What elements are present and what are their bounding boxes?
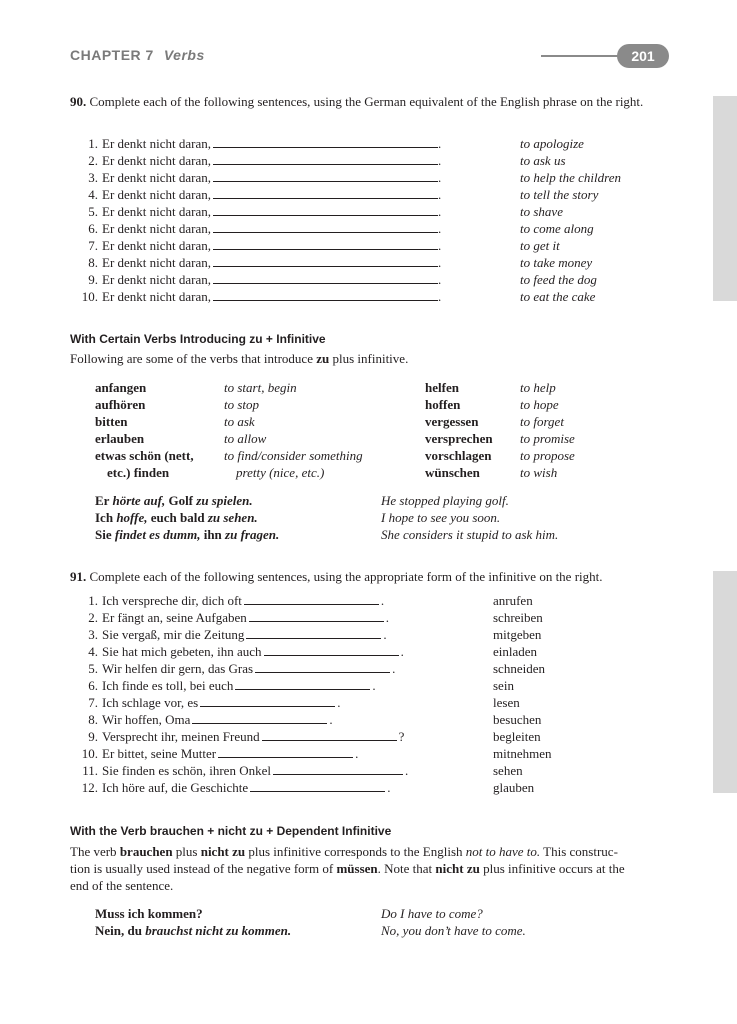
example-english: No, you don’t have to come. [381,923,526,938]
item-end: . [404,763,409,778]
answer-blank[interactable] [235,677,370,690]
answer-blank[interactable] [213,186,438,199]
item-hint: besuchen [493,712,542,727]
item-end: . [438,289,442,304]
vocab-english: to wish [520,465,558,480]
exercise-item [76,592,384,609]
vocab-german: etwas schön (nett, [95,448,194,463]
vocab-german: versprechen [425,431,493,446]
answer-blank[interactable] [213,169,438,182]
example-part: euch bald [147,510,208,525]
item-end: . [355,746,359,761]
answer-blank[interactable] [213,237,438,250]
item-number: 12. [81,780,98,795]
section-heading: With the Verb brauchen + nicht zu + Dependent Infinitive [70,824,392,838]
item-number: 6. [88,221,98,236]
item-number: 11. [82,763,98,778]
example-part: Ich [95,510,117,525]
item-stem: Ich höre auf, die Geschichte [102,780,249,795]
example-english: Do I have to come? [381,906,483,921]
item-end: . [438,272,442,287]
section-heading: With Certain Verbs Introducing zu + Infinitive [70,332,326,346]
exercise-item [76,203,441,220]
item-end: ? [398,729,405,744]
item-end: . [372,678,376,693]
vocab-english: to hope [520,397,559,412]
page-number: 201 [617,44,669,68]
item-stem: Er denkt nicht daran, [102,170,212,185]
item-stem: Er denkt nicht daran, [102,221,212,236]
item-end: . [438,221,442,236]
item-number: 2. [88,153,98,168]
item-end: . [380,593,385,608]
item-number: 3. [88,627,98,642]
item-hint: mitgeben [493,627,542,642]
exercise-item [76,779,390,796]
item-hint: to apologize [520,136,584,151]
exercise-number: 90. [70,94,87,109]
example-german [95,526,279,543]
example-part: Er [95,493,113,508]
item-end: . [387,780,391,795]
item-stem: Wir hoffen, Oma [102,712,191,727]
vocab-german: wünschen [425,465,480,480]
vocab-english: to help [520,380,556,395]
item-hint: lesen [493,695,520,710]
item-stem: Er bittet, seine Mutter [102,746,217,761]
exercise-item [76,152,441,169]
item-hint: schneiden [493,661,545,676]
vocab-english: to start, begin [224,380,297,395]
exercise-item [76,220,441,237]
answer-blank[interactable] [250,779,385,792]
item-end: . [438,170,442,185]
item-number: 10. [81,746,98,761]
example-part: findet es dumm, [114,527,201,542]
exercise-item [76,271,441,288]
exercise-item [76,660,395,677]
answer-blank[interactable] [192,711,327,724]
exercise-item [76,169,441,186]
item-stem: Er denkt nicht daran, [102,153,212,168]
item-number: 5. [88,661,98,676]
item-hint: begleiten [493,729,541,744]
instruction-text: Complete each of the following sentences, using the German equivalent of the English phrase on the right. [89,94,644,109]
item-hint: schreiben [493,610,543,625]
item-end: . [383,627,387,642]
item-hint: mitnehmen [493,746,552,761]
vocab-german: erlauben [95,431,145,446]
exercise-item [76,643,404,660]
answer-blank[interactable] [213,203,438,216]
item-end: . [400,644,404,659]
item-stem: Versprecht ihr, meinen Freund [102,729,260,744]
vocab-german: hoffen [425,397,461,412]
exercise-item [76,711,333,728]
item-hint: to help the children [520,170,621,185]
exercise-item [76,186,441,203]
vocab-english: to propose [520,448,575,463]
item-stem: Er denkt nicht daran, [102,255,212,270]
example-part: ihn [200,527,226,542]
example-part: Sie [95,527,115,542]
vocab-english: to allow [224,431,267,446]
item-hint: anrufen [493,593,533,608]
example-german [95,509,258,526]
exercise-number: 91. [70,569,87,584]
example-part: zu sehen. [207,510,258,525]
chapter-subject: Verbs [163,47,205,63]
item-hint: to take money [520,255,593,270]
exercise-item [76,728,404,745]
answer-blank[interactable] [213,152,438,165]
item-number: 2. [88,610,98,625]
answer-blank[interactable] [218,745,353,758]
item-hint: sein [493,678,514,693]
exercise-item [76,135,441,152]
item-end: . [438,204,442,219]
item-hint: glauben [493,780,535,795]
vocab-german: anfangen [95,380,147,395]
answer-blank[interactable] [213,271,438,284]
item-end: . [438,187,442,202]
item-hint: sehen [493,763,523,778]
example-german [95,492,253,509]
answer-blank[interactable] [273,762,403,775]
example-german: Nein, du brauchst nicht zu kommen. [95,923,292,938]
item-number: 9. [88,272,98,287]
example-part: zu spielen. [196,493,253,508]
item-stem: Er denkt nicht daran, [102,204,212,219]
item-hint: to eat the cake [520,289,596,304]
item-stem: Sie vergaß, mir die Zeitung [102,627,245,642]
answer-blank[interactable] [213,288,438,301]
item-stem: Er fängt an, seine Aufgaben [102,610,247,625]
vocab-english: to ask [224,414,255,429]
item-end: . [385,610,390,625]
item-end: . [438,255,442,270]
item-hint: to tell the story [520,187,599,202]
vocab-english: to promise [520,431,575,446]
example-english: I hope to see you soon. [381,510,501,525]
answer-blank[interactable] [213,254,438,267]
vocab-english: to find/consider something [224,448,363,463]
item-number: 1. [88,593,98,608]
item-number: 7. [88,238,98,253]
instruction-text: Complete each of the following sentences, using the appropriate form of the infinitive on the right. [89,569,603,584]
item-end: . [337,695,341,710]
answer-blank[interactable] [249,609,384,622]
chapter-header [70,47,205,63]
item-end: . [392,661,396,676]
answer-blank[interactable] [213,220,438,233]
item-stem: Er denkt nicht daran, [102,136,212,151]
item-end: . [438,153,442,168]
exercise-item [76,237,441,254]
item-hint: to come along [520,221,594,236]
item-end: . [329,712,333,727]
exercise-item [76,745,358,762]
exercise-91-instruction [70,568,670,585]
vocab-german: vergessen [425,414,479,429]
vocab-english: to forget [520,414,564,429]
item-hint: to feed the dog [520,272,597,287]
answer-blank[interactable] [213,135,438,148]
item-stem: Sie finden es schön, ihren Onkel [102,763,271,778]
item-hint: to ask us [520,153,566,168]
item-hint: to get it [520,238,560,253]
item-stem: Sie hat mich gebeten, ihn auch [102,644,262,659]
example-german: Muss ich kommen? [95,906,203,921]
vocab-german: helfen [425,380,459,395]
item-number: 10. [81,289,98,304]
item-stem: Ich finde es toll, bei euch [102,678,234,693]
item-stem: Er denkt nicht daran, [102,238,212,253]
item-stem: Ich schlage vor, es [102,695,199,710]
item-number: 7. [88,695,98,710]
item-number: 8. [88,255,98,270]
item-number: 1. [88,136,98,151]
vocab-english: pretty (nice, etc.) [236,465,325,480]
example-part: hoffe, [116,510,148,525]
item-hint: to shave [520,204,563,219]
item-stem: Er denkt nicht daran, [102,289,212,304]
example-english: He stopped playing golf. [381,493,509,508]
item-number: 6. [88,678,98,693]
answer-blank[interactable] [200,694,335,707]
example-english: She considers it stupid to ask him. [381,527,559,542]
side-thumb-tab [713,571,737,793]
exercise-item [76,288,441,305]
answer-blank[interactable] [255,660,390,673]
item-number: 5. [88,204,98,219]
answer-blank[interactable] [262,728,397,741]
section-intro: Following are some of the verbs that introduce zu plus infinitive. [70,351,409,366]
item-stem: Wir helfen dir gern, das Gras [102,661,254,676]
item-number: 4. [88,187,98,202]
item-stem: Er denkt nicht daran, [102,187,212,202]
page-rule [541,55,629,57]
example-part: zu fragen. [225,527,280,542]
section-paragraph: The verb brauchen plus nicht zu plus infinitive corresponds to the English not to have to. This construc- tion is usually used instead of the negative form of müssen. Note that nicht zu plus infinitive occurs at the end of the sentence. [70,844,625,893]
exercise-item [76,609,389,626]
exercise-90-instruction [70,93,670,110]
answer-blank[interactable] [246,626,381,639]
answer-blank[interactable] [264,643,399,656]
vocab-german: bitten [95,414,128,429]
answer-blank[interactable] [244,592,379,605]
exercise-item [76,694,340,711]
item-number: 9. [88,729,98,744]
vocab-english: to stop [224,397,260,412]
exercise-item [76,254,441,271]
exercise-item [76,762,408,779]
item-end: . [438,136,442,151]
side-thumb-tab [713,96,737,301]
item-end: . [438,238,442,253]
example-part: hörte auf, [112,493,166,508]
item-stem: Er denkt nicht daran, [102,272,212,287]
item-number: 8. [88,712,98,727]
item-number: 3. [88,170,98,185]
chapter-label: CHAPTER 7 [70,47,154,63]
example-part: Golf [165,493,197,508]
vocab-german: etc.) finden [107,465,170,480]
exercise-item [76,626,387,643]
vocab-german: vorschlagen [425,448,492,463]
item-hint: einladen [493,644,538,659]
vocab-german: aufhören [95,397,146,412]
exercise-item [76,677,376,694]
item-number: 4. [88,644,98,659]
item-stem: Ich verspreche dir, dich oft [102,593,242,608]
